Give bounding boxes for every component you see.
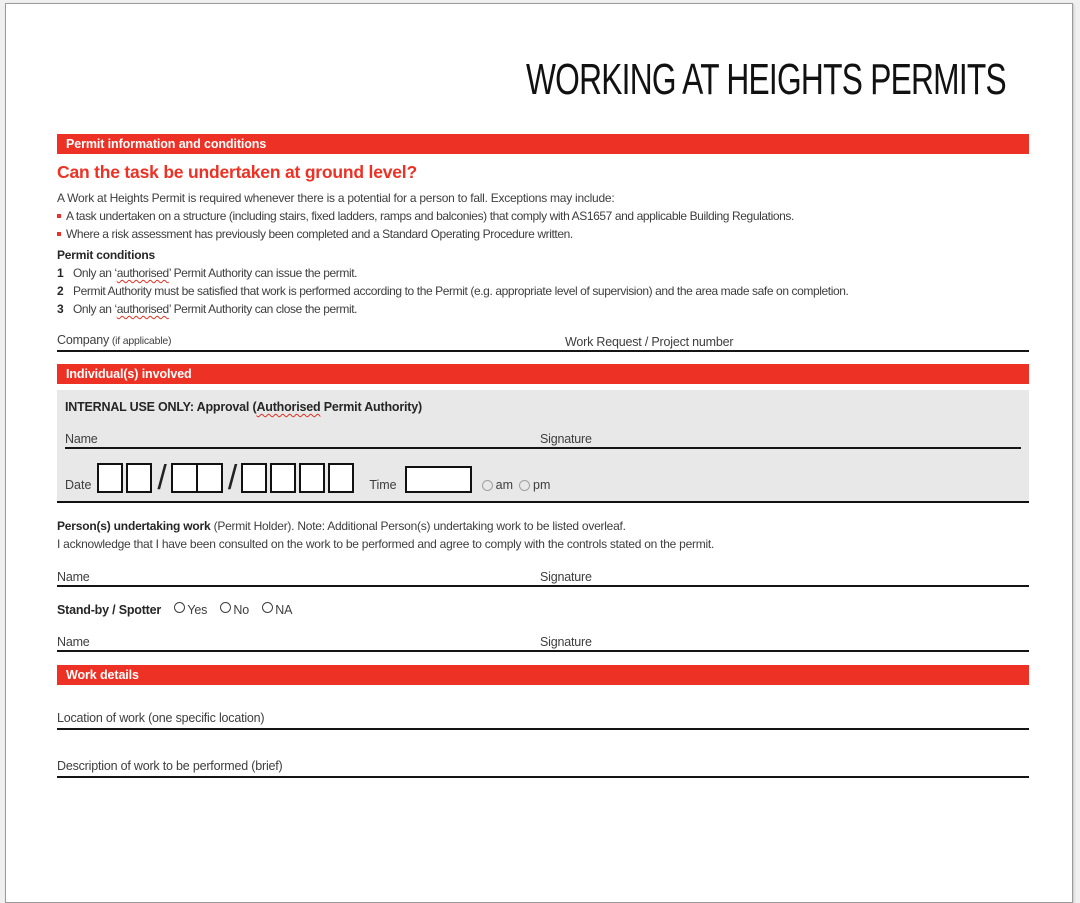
- spotter-na-radio[interactable]: [262, 602, 273, 613]
- bullet-text: A task undertaken on a structure (including stairs, fixed ladders, ramps and balconies) that comply with AS1657 and applicable Building Regulations.: [66, 209, 794, 223]
- am-radio[interactable]: [482, 480, 493, 491]
- date-separator: /: [227, 459, 238, 497]
- condition-item: [57, 282, 1029, 300]
- spellcheck-word: authorised: [116, 302, 169, 316]
- spotter-label: Stand-by / Spotter: [57, 603, 162, 617]
- condition-number: 1: [57, 266, 64, 280]
- condition-number: 3: [57, 302, 64, 316]
- condition-number: 2: [57, 284, 64, 298]
- document-page: [5, 3, 1073, 903]
- date-year-box[interactable]: [241, 463, 267, 493]
- signature-label: Signature: [540, 635, 592, 649]
- bullet-text: Where a risk assessment has previously been completed and a Standard Operating Procedure written.: [66, 227, 573, 241]
- standby-spotter-row: [57, 601, 1029, 619]
- spellcheck-word: Authorised: [256, 400, 321, 414]
- condition-text: Permit Authority must be satisfied that work is performed according to the Permit (e.g. appropriate level of supervision) and the area made safe on completion.: [73, 284, 849, 298]
- am-label: am: [495, 478, 514, 492]
- page-title: WORKING AT HEIGHTS PERMITS: [525, 55, 1006, 104]
- name-label: Name: [65, 432, 98, 446]
- name-label: Name: [57, 635, 90, 649]
- date-time-row: [65, 459, 1021, 497]
- company-label: Company (if applicable): [57, 333, 172, 347]
- bullet-square-icon: [57, 214, 61, 218]
- pm-label: pm: [533, 478, 551, 492]
- spotter-no-radio[interactable]: [220, 602, 231, 613]
- description-label: Description of work to be performed (brief): [57, 759, 283, 773]
- condition-item: [57, 300, 1029, 318]
- section-banner-individuals: Individual(s) involved: [57, 364, 1029, 384]
- internal-use-heading: INTERNAL USE ONLY: Approval (Authorised Permit Authority): [65, 400, 422, 414]
- ground-level-heading: Can the task be undertaken at ground level?: [57, 162, 417, 182]
- persons-undertaking-text: Person(s) undertaking work (Permit Holder). Note: Additional Person(s) undertaking work to be listed overleaf.: [57, 519, 626, 533]
- location-label: Location of work (one specific location): [57, 711, 265, 725]
- date-day-box[interactable]: [97, 463, 123, 493]
- date-month-box[interactable]: [197, 463, 223, 493]
- acknowledgement-text: I acknowledge that I have been consulted on the work to be performed and agree to comply with the controls stated on the permit.: [57, 537, 715, 551]
- section-banner-work-details: Work details: [57, 665, 1029, 685]
- time-input-box[interactable]: [405, 466, 472, 493]
- description-field-row[interactable]: [57, 759, 1029, 778]
- pm-radio[interactable]: [519, 480, 530, 491]
- spotter-name-signature-row[interactable]: [57, 635, 1029, 652]
- signature-label: Signature: [540, 570, 592, 584]
- bullet-item: [57, 207, 1029, 225]
- persons-undertaking-bold: Person(s) undertaking work: [57, 519, 211, 533]
- spotter-na-label: NA: [275, 603, 293, 617]
- bullet-square-icon: [57, 232, 61, 236]
- internal-use-panel: [57, 390, 1029, 503]
- spotter-yes-radio[interactable]: [174, 602, 185, 613]
- date-month-box[interactable]: [171, 463, 197, 493]
- name-label: Name: [57, 570, 90, 584]
- condition-text: Only an ‘authorised’ Permit Authority can issue the permit.: [73, 266, 358, 280]
- section-banner-permit-info: Permit information and conditions: [57, 134, 1029, 154]
- condition-text: Only an ‘authorised’ Permit Authority can close the permit.: [73, 302, 358, 316]
- document-content: [57, 55, 1029, 778]
- company-field-row[interactable]: [57, 333, 1029, 352]
- spotter-yes-label: Yes: [187, 603, 208, 617]
- signature-label: Signature: [540, 432, 592, 446]
- spotter-no-label: No: [233, 603, 249, 617]
- location-field-row[interactable]: [57, 711, 1029, 730]
- date-year-box[interactable]: [299, 463, 325, 493]
- holder-name-signature-row[interactable]: [57, 570, 1029, 587]
- date-year-box[interactable]: [328, 463, 354, 493]
- intro-text: A Work at Heights Permit is required whenever there is a potential for a person to fall. Exceptions may include:: [57, 191, 615, 205]
- bullet-item: [57, 225, 1029, 243]
- time-label: Time: [369, 478, 397, 492]
- condition-item: [57, 264, 1029, 282]
- date-separator: /: [157, 459, 167, 497]
- company-note: (if applicable): [109, 335, 172, 347]
- permit-conditions-title: Permit conditions: [57, 248, 155, 262]
- work-request-label: Work Request / Project number: [565, 335, 734, 349]
- approver-name-signature-row[interactable]: [65, 432, 1021, 449]
- date-year-box[interactable]: [270, 463, 296, 493]
- date-label: Date: [65, 478, 92, 492]
- spellcheck-word: authorised: [116, 266, 169, 280]
- date-day-box[interactable]: [126, 463, 152, 493]
